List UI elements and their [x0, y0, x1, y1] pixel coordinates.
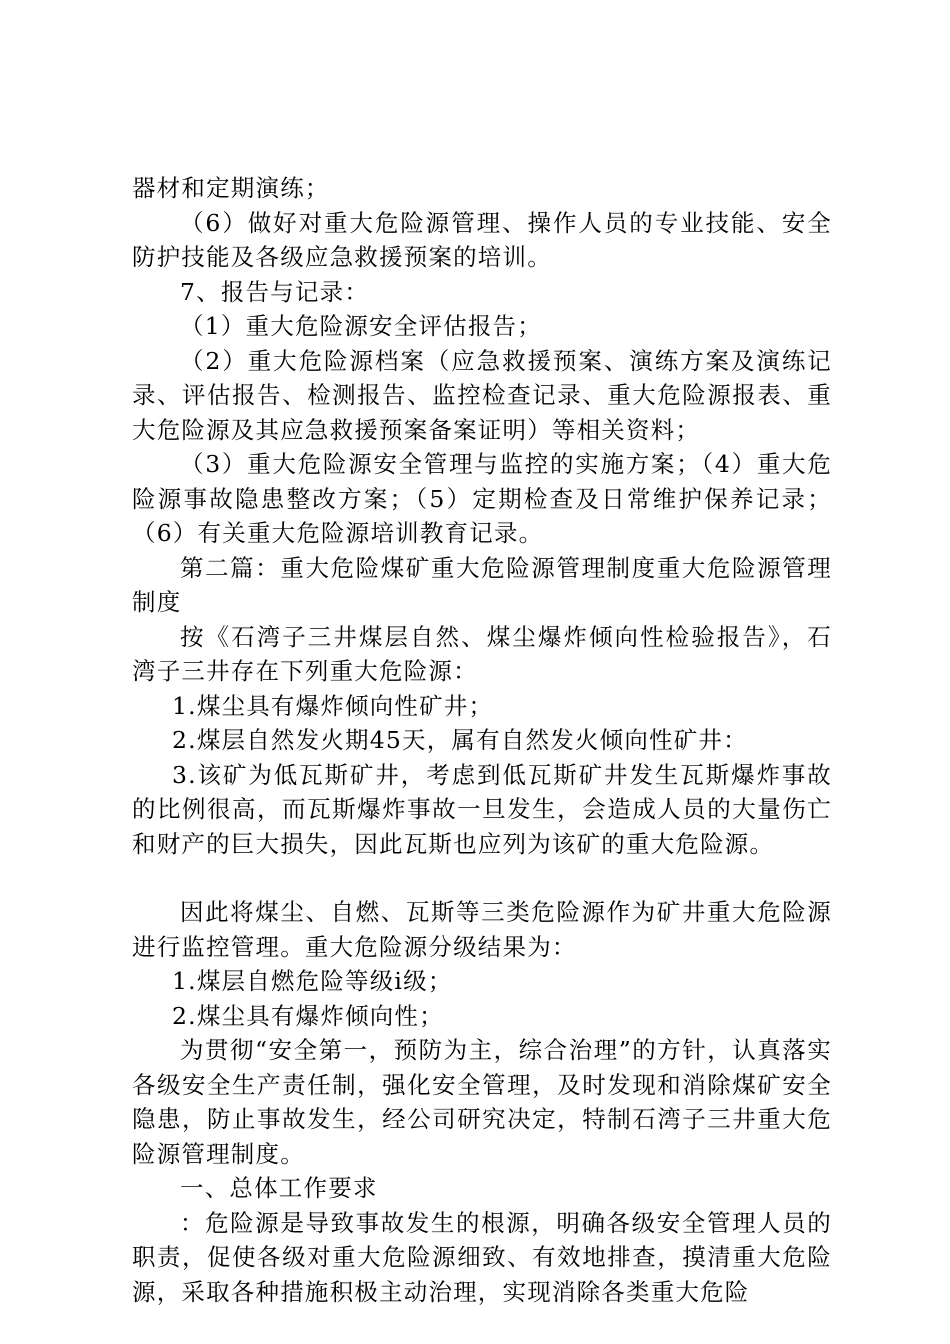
paragraph-9: 为贯彻“安全第一，预防为主，综合治理”的方针，认真落实各级安全生产责任制，强化安全管理，及时发现和消除煤矿安全隐患，防止事故发生，经公司研究决定，特制石湾子三井重大危险源管理制度。 [132, 1036, 832, 1168]
paragraph-3: 7、报告与记录： [180, 277, 370, 306]
list-item-3: 3.该矿为低瓦斯矿井，考虑到低瓦斯矿井发生瓦斯爆炸事故的比例很高，而瓦斯爆炸事故一旦发生，会造成人员的大量伤亡和财产的巨大损失，因此瓦斯也应列为该矿的重大危险源。 [132, 760, 832, 858]
paragraph-1: 器材和定期演练； [132, 174, 330, 202]
paragraph-2: （6）做好对重大危险源管理、操作人员的专业技能、安全防护技能及各级应急救援预案的培训。 [132, 208, 832, 271]
section-heading-2: 第二篇：重大危险煤矿重大危险源管理制度重大危险源管理制度 [132, 553, 832, 616]
document-body [132, 171, 832, 1309]
paragraph-6: （3）重大危险源安全管理与监控的实施方案；（4）重大危险源事故隐患整改方案；（5）定期检查及日常维护保养记录；（6）有关重大危险源培训教育记录。 [132, 450, 832, 547]
paragraph-10: ：危险源是导致事故发生的根源，明确各级安全管理人员的职责，促使各级对重大危险源细致、有效地排查，摸清重大危险源，采取各种措施积极主动治理，实现消除各类重大危险 [132, 1208, 832, 1306]
paragraph-spacer [132, 861, 832, 895]
list-item-1: 1.煤尘具有爆炸倾向性矿井； [172, 691, 494, 720]
section-heading-general: 一、总体工作要求 [180, 1174, 378, 1202]
paragraph-4: （1）重大危险源安全评估报告； [180, 312, 542, 340]
grade-item-2: 2.煤尘具有爆炸倾向性； [172, 1001, 444, 1030]
paragraph-8: 因此将煤尘、自燃、瓦斯等三类危险源作为矿井重大危险源进行监控管理。重大危险源分级结果为： [132, 898, 832, 961]
grade-item-1: 1.煤层自燃危险等级ⅰ级； [172, 967, 453, 995]
paragraph-7: 按《石湾子三井煤层自然、煤尘爆炸倾向性检验报告》，石湾子三井存在下列重大危险源： [132, 622, 832, 685]
list-item-2: 2.煤层自然发火期45天，属有自然发火倾向性矿井： [172, 726, 748, 754]
paragraph-5: （2）重大危险源档案（应急救援预案、演练方案及演练记录、评估报告、检测报告、监控检查记录、重大危险源报表、重大危险源及其应急救援预案备案证明）等相关资料； [132, 346, 832, 444]
